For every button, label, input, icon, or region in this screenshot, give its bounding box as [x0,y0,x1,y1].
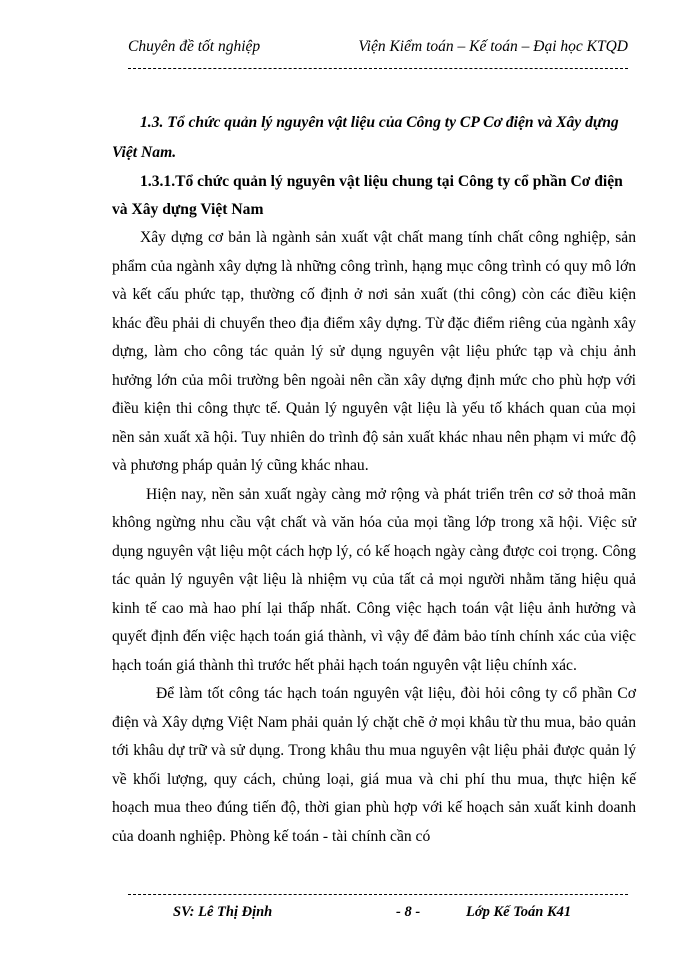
section-heading: 1.3. Tổ chức quản lý nguyên vật liệu của Công ty CP Cơ điện và Xây dựng Việt Nam. [112,114,619,161]
paragraph-3: Để làm tốt công tác hạch toán nguyên vật liệu, đòi hỏi công ty cổ phần Cơ điện và Xây dựng Việt Nam phải quản lý chặt chẽ ở mọi khâu từ thu mua, bảo quản tới khâu dự trữ và sử dụng. Trong khâu thu mua nguyên vật liệu phải được quản lý về khối lượng, quy cách, chủng loại, giá mua và chi phí thu mua, thực hiện kế hoạch mua theo đúng tiến độ, thời gian phù hợp với kế hoạch sản xuất kinh doanh của doanh nghiệp. Phòng kế toán - tài chính cần có [112,685,636,845]
footer-class: Lớp Kế Toán K41 [466,904,572,920]
header-title-left: Chuyên đề tốt nghiệp [128,38,261,55]
paragraph-1: Xây dựng cơ bản là ngành sản xuất vật chất mang tính chất công nghiệp, sản phẩm của ngành xây dựng là những công trình, hạng mục công trình có quy mô lớn và kết cấu phức tạp, thường cố định ở nơi sản xuất (thi công) còn các điều kiện khác đều phải di chuyển theo địa điểm xây dựng. Từ đặc điểm riêng của ngành xây dựng, làm cho công tác quản lý sử dụng nguyên vật liệu phức tạp và chịu ảnh hưởng lớn của môi trường bên ngoài nên cần xây dựng định mức cho phù hợp với điều kiện thi công thực tế. Quản lý nguyên vật liệu là yếu tố khách quan của mọi nền sản xuất xã hội. Tuy nhiên do trình độ sản xuất khác nhau nên phạm vi mức độ và phương pháp quản lý cũng khác nhau. [112,229,636,474]
page-footer [128,904,628,926]
page-content [112,108,636,851]
footer-student: SV: Lê Thị Định [173,904,273,920]
subsection-heading: 1.3.1.Tổ chức quản lý nguyên vật liệu chung tại Công ty cổ phần Cơ điện và Xây dựng Việt Nam [112,173,623,218]
header-title-right: Viện Kiểm toán – Kế toán – Đại học KTQD [358,38,628,55]
page-header [128,38,628,60]
footer-page-number: - 8 - [396,904,421,920]
header-divider [128,68,628,69]
footer-divider [128,894,628,895]
paragraph-2: Hiện nay, nền sản xuất ngày càng mở rộng và phát triển trên cơ sở thoả mãn không ngừng nhu cầu vật chất và văn hóa của mọi tầng lớp trong xã hội. Việc sử dụng nguyên vật liệu một cách hợp lý, có kế hoạch ngày càng được coi trọng. Công tác quản lý nguyên vật liệu là nhiệm vụ của tất cả mọi người nhằm tăng hiệu quả kinh tế cao mà hao phí lại thấp nhất. Công việc hạch toán vật liệu ảnh hưởng và quyết định đến việc hạch toán giá thành, vì vậy để đảm bảo tính chính xác của việc hạch toán giá thành thì trước hết phải hạch toán nguyên vật liệu chính xác. [112,485,636,674]
